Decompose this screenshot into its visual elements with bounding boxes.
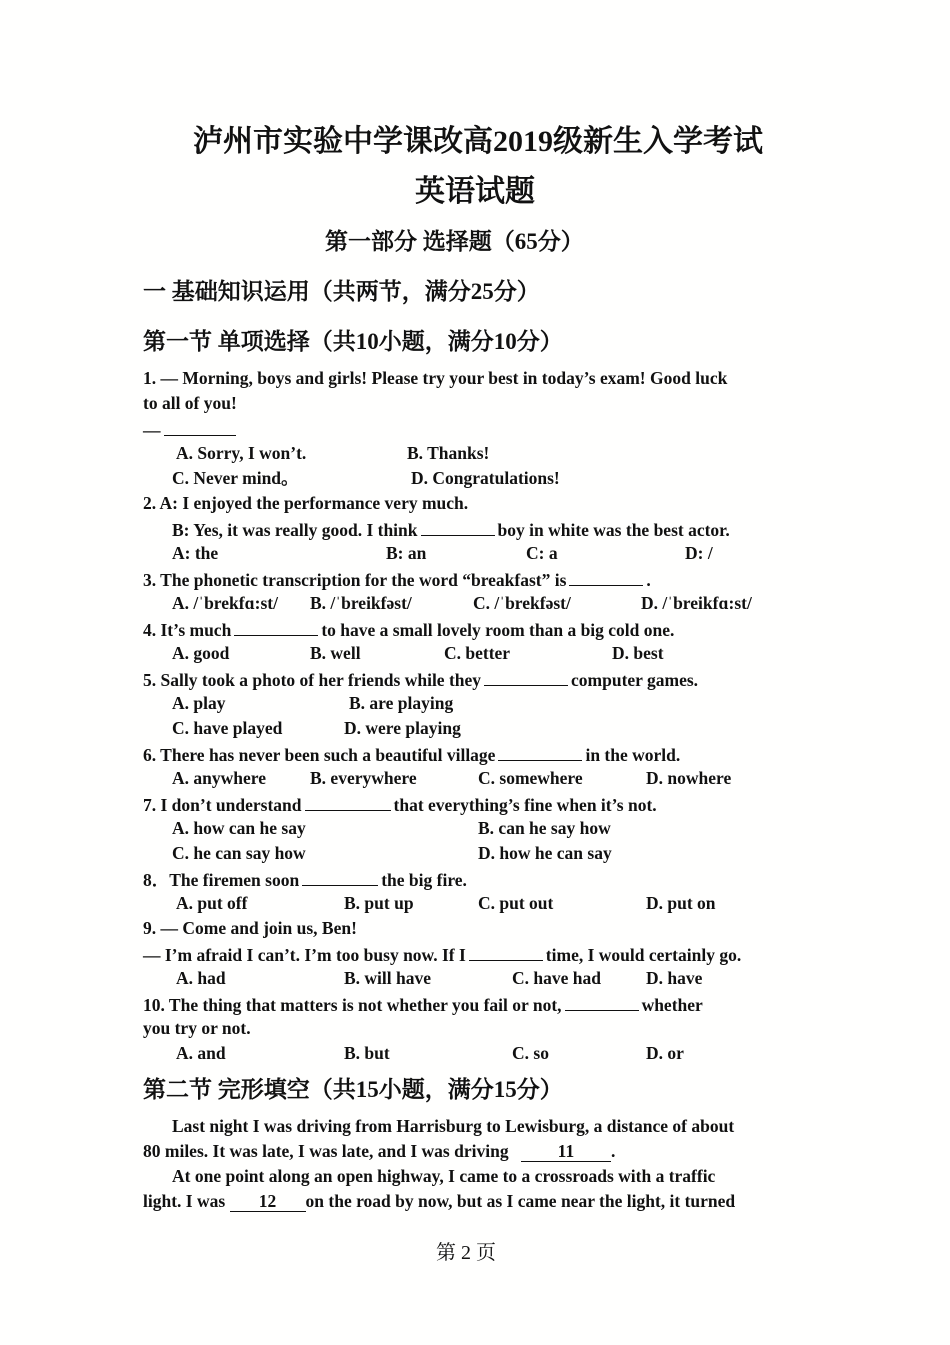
- question-text-part: 7. I don’t understand: [143, 795, 302, 815]
- option-d: D. /ˈbreikfɑ:st/: [641, 593, 752, 613]
- answer-blank: [565, 995, 639, 1011]
- option-a: A. good: [172, 643, 230, 663]
- option-d: D. put on: [646, 893, 716, 913]
- question-1-text: 1. — Morning, boys and girls! Please try your best in today’s exam! Good luck: [143, 368, 728, 388]
- option-a: A. how can he say: [172, 818, 306, 838]
- option-c: C. have played: [172, 718, 283, 738]
- reply-dash: —: [143, 420, 161, 440]
- option-b: B. /ˈbreikfəst/: [310, 593, 412, 613]
- option-c: C. better: [444, 643, 511, 663]
- question-9-text: 9. — Come and join us, Ben!: [143, 918, 357, 938]
- question-text-part: the big fire.: [381, 870, 467, 890]
- option-b: B. well: [310, 643, 361, 663]
- passage-text-part: .: [610, 1141, 616, 1161]
- option-c: C. somewhere: [478, 768, 583, 788]
- answer-blank: [569, 570, 643, 586]
- option-c: C. Never mind。: [172, 468, 299, 488]
- option-b: B. put up: [344, 893, 414, 913]
- option-a: A. and: [176, 1043, 226, 1063]
- question-text-part: 10. The thing that matters is not whether you fail or not,: [143, 995, 562, 1015]
- option-a: A. put off: [176, 893, 248, 913]
- question-text-part: in the world.: [585, 745, 681, 765]
- question-text-part: 4. It’s much: [143, 620, 232, 640]
- option-b: B. will have: [344, 968, 432, 988]
- option-c: C. put out: [478, 893, 554, 913]
- part-heading: 第一部分 选择题（65分）: [325, 229, 584, 254]
- option-b: B. everywhere: [310, 768, 417, 788]
- passage-line-1: Last night I was driving from Harrisburg to Lewisburg, a distance of about: [172, 1116, 735, 1136]
- option-a: A. Sorry, I won’t.: [176, 443, 307, 463]
- question-2-text: 2. A: I enjoyed the performance very much.: [143, 493, 469, 513]
- option-a: A. had: [176, 968, 226, 988]
- option-a: A: the: [172, 543, 219, 563]
- option-d: D: /: [685, 543, 713, 563]
- question-10-text: [143, 995, 703, 1015]
- question-text-part: .: [646, 570, 651, 590]
- option-c: C. have had: [512, 968, 601, 988]
- option-b: B. Thanks!: [407, 443, 490, 463]
- option-b: B. but: [344, 1043, 390, 1063]
- answer-blank: [484, 670, 568, 686]
- question-text-part: B: Yes, it was really good. I think: [172, 520, 418, 540]
- question-4-text: [143, 620, 674, 640]
- question-text-part: to have a small lovely room than a big cold one.: [321, 620, 675, 640]
- option-d: D. or: [646, 1043, 684, 1063]
- passage-line-2: [143, 1143, 615, 1162]
- question-1-text-cont: to all of you!: [143, 393, 237, 413]
- question-9-reply: [143, 945, 741, 965]
- question-7-text: [143, 795, 657, 815]
- section-heading-1: 第一节 单项选择（共10小题，满分10分）: [143, 329, 563, 354]
- answer-blank: [305, 795, 391, 811]
- answer-blank: [498, 745, 582, 761]
- question-6-text: [143, 745, 680, 765]
- option-b: B. can he say how: [478, 818, 611, 838]
- passage-text-part: light. I was: [143, 1191, 226, 1211]
- option-d: D. have: [646, 968, 703, 988]
- option-c: C: a: [526, 543, 558, 563]
- option-c: C. he can say how: [172, 843, 306, 863]
- answer-blank: [302, 870, 378, 886]
- passage-text-part: 80 miles. It was late, I was late, and I was driving: [143, 1141, 509, 1161]
- question-text-part: boy in white was the best actor.: [497, 520, 730, 540]
- question-text-part: 6. There has never been such a beautiful village: [143, 745, 496, 765]
- option-a: A. anywhere: [172, 768, 266, 788]
- page-number: 第 2 页: [436, 1242, 496, 1264]
- option-d: D. best: [612, 643, 664, 663]
- option-c: C. so: [512, 1043, 549, 1063]
- passage-text-part: on the road by now, but as I came near the light, it turned: [305, 1191, 736, 1211]
- passage-line-4: [143, 1193, 735, 1212]
- option-d: D. were playing: [344, 718, 461, 738]
- option-d: D. how he can say: [478, 843, 612, 863]
- answer-blank: [469, 945, 543, 961]
- answer-blank: [234, 620, 318, 636]
- question-8-text: [143, 870, 467, 890]
- cloze-blank-12: 12: [230, 1193, 306, 1212]
- question-text-part: that everything’s fine when it’s not.: [393, 795, 657, 815]
- option-d: D. nowhere: [646, 768, 732, 788]
- answer-blank: [164, 420, 236, 436]
- passage-line-3: At one point along an open highway, I came to a crossroads with a traffic: [172, 1166, 716, 1186]
- question-text-part: — I’m afraid I can’t. I’m too busy now. If I: [143, 945, 466, 965]
- cloze-blank-11: 11: [521, 1143, 611, 1162]
- question-10-text-cont: you try or not.: [143, 1018, 251, 1038]
- section-heading-main: 一 基础知识运用（共两节，满分25分）: [143, 279, 540, 304]
- option-b: B. are playing: [349, 693, 454, 713]
- section-heading-2: 第二节 完形填空（共15小题，满分15分）: [143, 1077, 563, 1102]
- question-3-text: [143, 570, 651, 590]
- question-text-part: time, I would certainly go.: [545, 945, 742, 965]
- question-text-part: 8．The firemen soon: [143, 870, 300, 890]
- question-5-text: [143, 670, 698, 690]
- question-text-part: 5. Sally took a photo of her friends while they: [143, 670, 482, 690]
- option-b: B: an: [386, 543, 427, 563]
- question-1-reply: [143, 420, 239, 440]
- option-a: A. play: [172, 693, 226, 713]
- exam-subtitle: 英语试题: [415, 175, 535, 208]
- option-a: A. /ˈbrekfɑ:st/: [172, 593, 278, 613]
- option-c: C. /ˈbrekfəst/: [473, 593, 571, 613]
- question-text-part: computer games.: [571, 670, 699, 690]
- answer-blank: [421, 520, 495, 536]
- question-text-part: 3. The phonetic transcription for the word “breakfast” is: [143, 570, 567, 590]
- question-text-part: whether: [641, 995, 703, 1015]
- option-d: D. Congratulations!: [411, 468, 560, 488]
- question-2-text-cont: [172, 520, 730, 540]
- exam-title: 泸州市实验中学课改高2019级新生入学考试: [193, 125, 763, 158]
